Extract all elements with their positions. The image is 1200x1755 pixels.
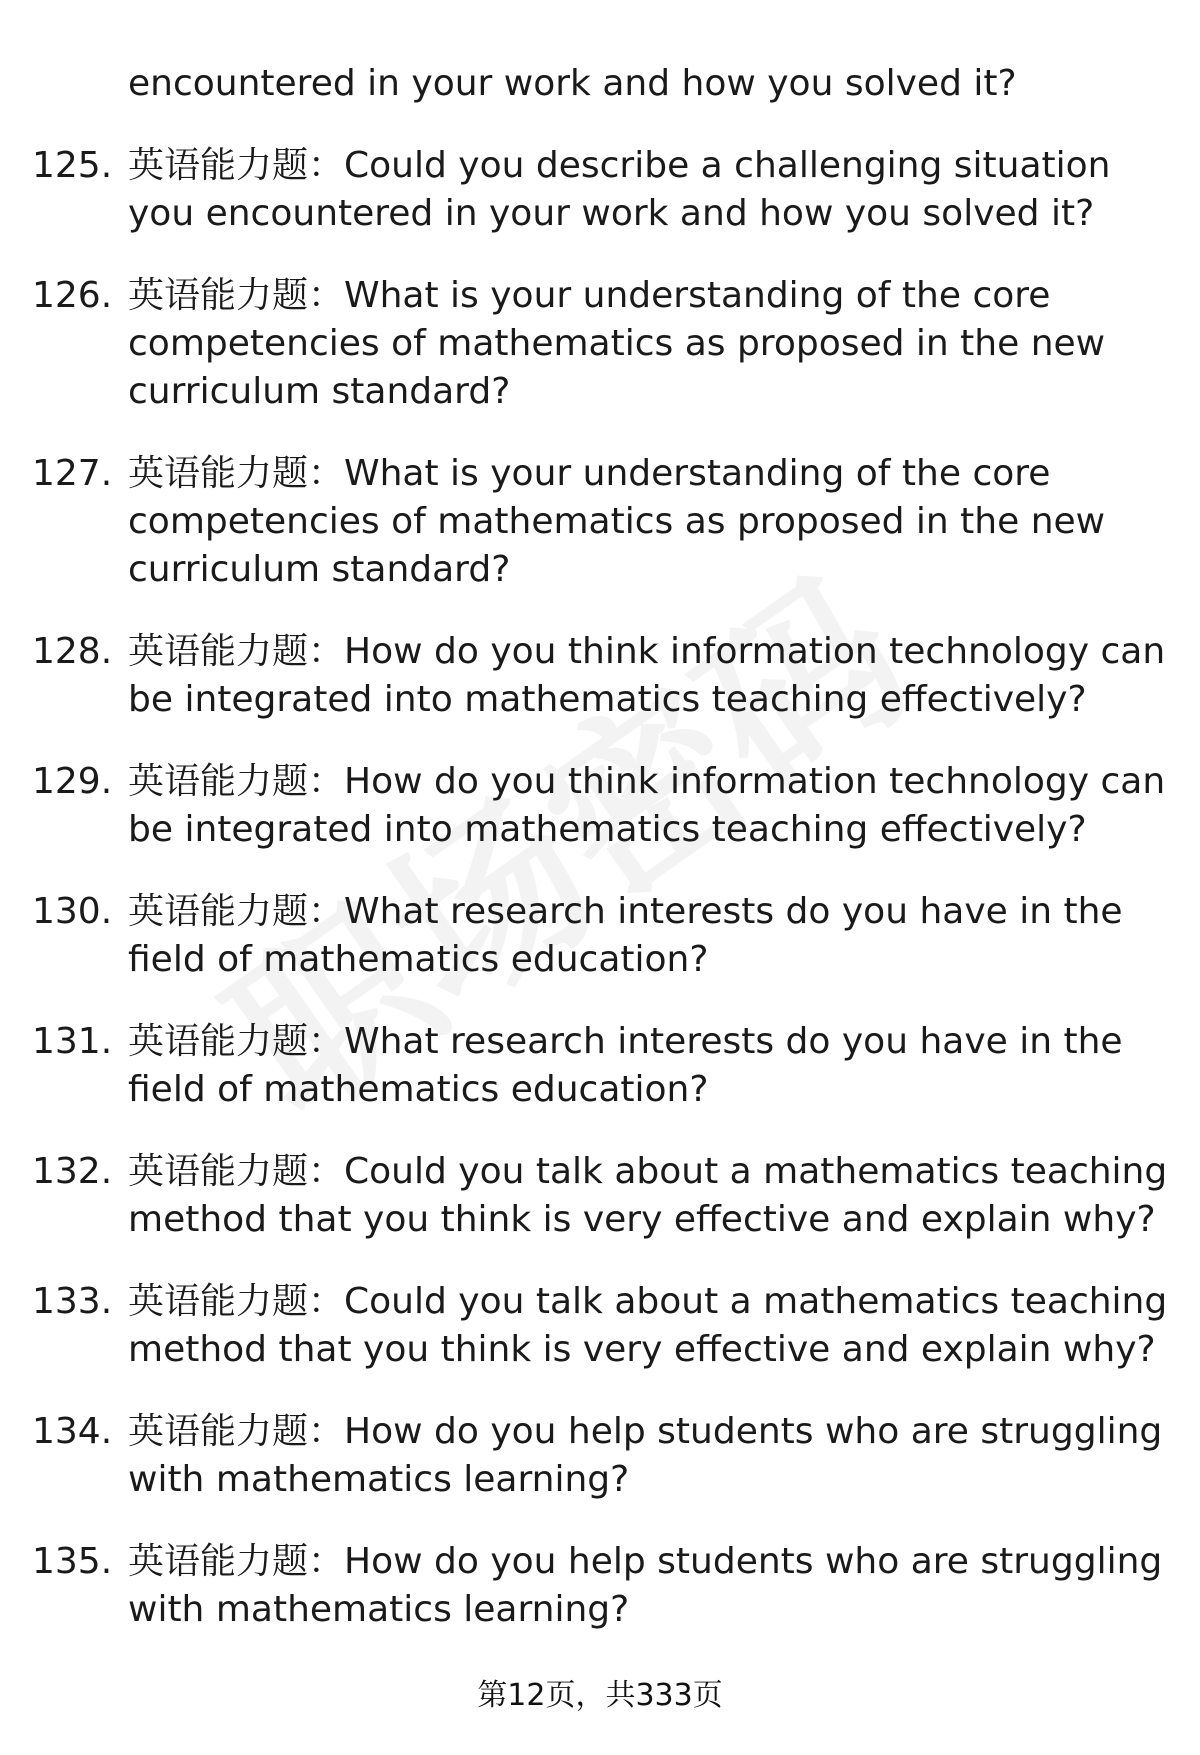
question-item bbox=[0, 628, 1200, 724]
question-text: What research interests do you have in the field of mathematics education? bbox=[128, 891, 1123, 980]
question-tag: 英语能力题： bbox=[128, 631, 345, 672]
question-number: 129. bbox=[32, 761, 113, 802]
question-number: 132. bbox=[32, 1151, 113, 1192]
question-item bbox=[0, 142, 1200, 238]
question-tag: 英语能力题： bbox=[128, 1411, 345, 1452]
question-number: 128. bbox=[32, 631, 113, 672]
page-footer: 第12页，共333页 bbox=[477, 1678, 723, 1713]
question-tag: 英语能力题： bbox=[128, 891, 345, 932]
question-text: What is your understanding of the core competencies of mathematics as proposed in the new curriculum standard? bbox=[128, 453, 1106, 590]
question-number: 135. bbox=[32, 1541, 113, 1582]
question-number: 126. bbox=[32, 275, 113, 316]
question-item bbox=[0, 450, 1200, 594]
question-item bbox=[0, 272, 1200, 416]
question-text: What research interests do you have in the field of mathematics education? bbox=[128, 1021, 1123, 1110]
question-tag: 英语能力题： bbox=[128, 1151, 345, 1192]
question-text: How do you think information technology can be integrated into mathematics teaching effectively? bbox=[128, 761, 1166, 850]
question-item bbox=[0, 1278, 1200, 1374]
question-text: Could you talk about a mathematics teaching method that you think is very effective and explain why? bbox=[128, 1151, 1168, 1240]
question-item bbox=[0, 1018, 1200, 1114]
question-number: 133. bbox=[32, 1281, 113, 1322]
question-item bbox=[0, 758, 1200, 854]
question-number: 125. bbox=[32, 145, 113, 186]
question-tag: 英语能力题： bbox=[128, 275, 345, 316]
question-tag: 英语能力题： bbox=[128, 145, 345, 186]
question-tag: 英语能力题： bbox=[128, 761, 345, 802]
question-number: 127. bbox=[32, 453, 113, 494]
question-tag: 英语能力题： bbox=[128, 1541, 345, 1582]
question-number: 130. bbox=[32, 891, 113, 932]
question-item bbox=[0, 1148, 1200, 1244]
question-text: How do you think information technology can be integrated into mathematics teaching effectively? bbox=[128, 631, 1166, 720]
question-number: 131. bbox=[32, 1021, 113, 1062]
question-tag: 英语能力题： bbox=[128, 453, 345, 494]
question-item bbox=[0, 1408, 1200, 1504]
question-item bbox=[0, 888, 1200, 984]
question-tag: 英语能力题： bbox=[128, 1281, 345, 1322]
question-text: Could you describe a challenging situation you encountered in your work and how you solved it? bbox=[128, 145, 1111, 234]
question-text: What is your understanding of the core competencies of mathematics as proposed in the new curriculum standard? bbox=[128, 275, 1106, 412]
question-text: Could you talk about a mathematics teaching method that you think is very effective and explain why? bbox=[128, 1281, 1168, 1370]
question-item bbox=[0, 1538, 1200, 1634]
question-text: How do you help students who are struggling with mathematics learning? bbox=[128, 1541, 1163, 1630]
question-tag: 英语能力题： bbox=[128, 1021, 345, 1062]
question-list bbox=[0, 142, 1200, 1668]
continued-question-text: encountered in your work and how you solved it? bbox=[128, 63, 1017, 104]
question-number: 134. bbox=[32, 1411, 113, 1452]
question-text: How do you help students who are struggling with mathematics learning? bbox=[128, 1411, 1163, 1500]
